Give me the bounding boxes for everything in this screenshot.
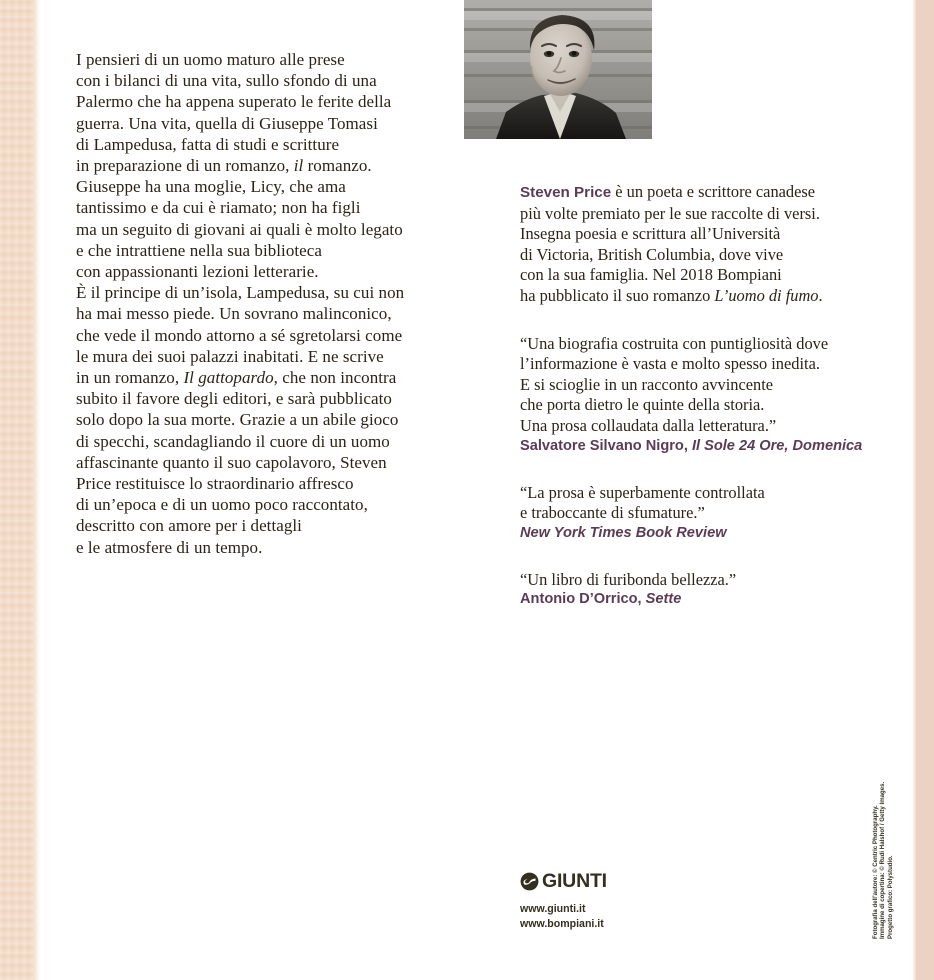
quote-text [520, 570, 880, 591]
credit-line: Fotografia dell’autore: © Centric Photography. [872, 805, 879, 939]
credit-line: Progetto grafico: Polystudio. [886, 855, 894, 939]
quote-line: Una prosa collaudata dalla letteratura.” [520, 415, 777, 435]
bio-line: con la sua famiglia. Nel 2018 Bompiani [520, 265, 782, 285]
quote-line: che porta dietro le quinte della storia. [520, 395, 765, 415]
press-quote [520, 334, 880, 456]
blurb-line: subito il favore degli editori, e sarà pubblicato [76, 389, 392, 409]
quote-line: “Una biografia costruita con puntigliosità dove [520, 333, 829, 353]
spacer [520, 543, 880, 570]
italic-title: New York Times Book Review [520, 524, 727, 541]
image-credits [872, 779, 894, 939]
blurb-line: ma un seguito di giovani ai quali è molto legato [76, 219, 403, 239]
italic-title: Sette [645, 591, 682, 608]
left-edge-fade [33, 0, 40, 980]
blurb-line: di Lampedusa, fatta di studi e scritture [76, 134, 340, 154]
publisher-url[interactable]: www.giunti.it [520, 903, 586, 915]
quote-line: e traboccante di sfumature.” [520, 503, 705, 523]
bio-line: più volte premiato per le sue raccolte di versi. [520, 203, 820, 223]
publisher-block [520, 872, 760, 932]
blurb-line: solo dopo la sua morte. Grazie a un abile gioco [76, 410, 399, 430]
publisher-url[interactable]: www.bompiani.it [520, 918, 604, 930]
quote-line: l’informazione è vasta e molto spesso inedita. [520, 354, 820, 374]
blurb-line: con i bilanci di una vita, sullo sfondo di una [76, 71, 377, 91]
blurb-line: le mura dei suoi palazzi inabitati. E ne scrive [76, 346, 384, 366]
italic-title: L’uomo di fumo [714, 285, 819, 305]
right-column [520, 182, 880, 609]
blurb-line: I pensieri di un uomo maturo alle prese [76, 50, 345, 69]
italic-title: Il gattopardo [183, 368, 274, 388]
blurb-line: descritto con amore per i dettagli [76, 516, 302, 536]
blurb-line: Palermo che ha appena superato le ferite della [76, 92, 392, 112]
blurb-line: guerra. Una vita, quella di Giuseppe Tomasi [76, 113, 378, 133]
quote-text [520, 483, 880, 524]
bio-line: di Victoria, British Columbia, dove vive [520, 244, 784, 264]
author-portrait-image [464, 0, 652, 139]
quote-line: E si scioglie in un racconto avvincente [520, 374, 774, 394]
bio-line: Insegna poesia e scrittura all’Università [520, 224, 781, 244]
quote-line: “Un libro di furibonda bellezza.” [520, 569, 737, 589]
italic-title: il [293, 156, 304, 176]
blurb-line: con appassionanti lezioni letterarie. [76, 262, 319, 282]
spacer [520, 307, 880, 334]
blurb-line: ha mai messo piede. Un sovrano malinconico, [76, 304, 392, 324]
credit-line: Immagine di copertina: © Rudi Halshof / Getty Images. [879, 781, 887, 939]
giunti-spiral-g-icon [520, 872, 539, 891]
quote-attribution: Salvatore Silvano Nigro, Il Sole 24 Ore, Domenica [520, 437, 863, 454]
press-quotes [520, 307, 880, 610]
author-bio [520, 182, 880, 307]
blurb-line: affascinante quanto il suo capolavoro, Steven [76, 452, 387, 472]
blurb-line: Price restituisce lo straordinario affresco [76, 474, 354, 494]
right-edge-strip [916, 0, 934, 980]
blurb-line: in preparazione di un romanzo, il romanzo. [76, 156, 372, 176]
publisher-name: GIUNTI [542, 870, 607, 892]
blurb-line: e le atmosfere di un tempo. [76, 537, 263, 557]
author-photo [464, 0, 652, 139]
quote-line: “La prosa è superbamente controllata [520, 482, 765, 502]
blurb-line: di un’epoca e di un uomo poco raccontato, [76, 495, 368, 515]
press-quote [520, 570, 880, 610]
blurb-line: in un romanzo, Il gattopardo, che non incontra [76, 368, 397, 388]
quote-attribution: Antonio D’Orrico, Sette [520, 591, 682, 608]
blurb-line: Giuseppe ha una moglie, Licy, che ama [76, 177, 346, 197]
spacer [520, 456, 880, 483]
blurb-line: È il principe di un’isola, Lampedusa, su cui non [76, 283, 405, 303]
blurb-line: e che intrattiene nella sua biblioteca [76, 240, 322, 260]
bio-line: ha pubblicato il suo romanzo L’uomo di fumo. [520, 285, 823, 305]
publisher-logo[interactable] [520, 872, 760, 891]
bio-line: Steven Price è un poeta e scrittore canadese [520, 182, 816, 201]
publisher-urls[interactable] [520, 902, 760, 932]
blurb-line: tantissimo e da cui è riamato; non ha figli [76, 198, 361, 218]
quote-text [520, 334, 880, 437]
italic-title: Il Sole 24 Ore, Domenica [691, 437, 863, 454]
book-blurb [76, 49, 446, 558]
blurb-line: che vede il mondo attorno a sé sgretolarsi come [76, 325, 403, 345]
press-quote [520, 483, 880, 543]
quote-attribution [520, 524, 880, 543]
blurb-line: di specchi, scandagliando il cuore di un uomo [76, 431, 390, 451]
author-name: Steven Price [520, 184, 612, 201]
